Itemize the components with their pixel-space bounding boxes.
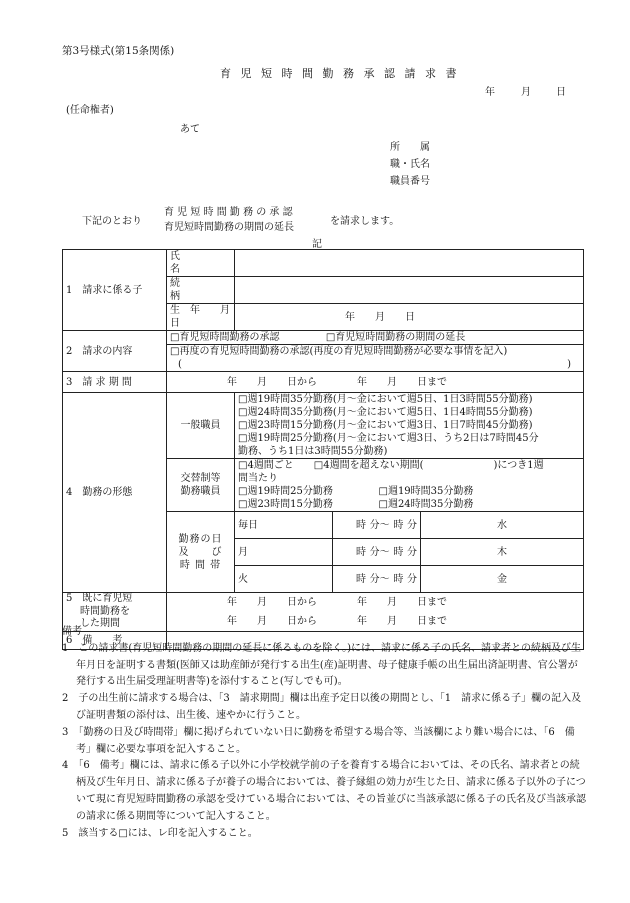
paren-open: ( [178, 359, 182, 370]
page-title: 育 児 短 時 間 勤 務 承 認 請 求 書 [220, 67, 460, 80]
child-name-label: 氏 名 [167, 250, 235, 277]
schedule-label-2: 及 び [178, 546, 223, 558]
existing-label-1: 5 既に育児短 [66, 593, 133, 605]
time-unit-label: 分～ [369, 519, 390, 531]
date-year: 年 [485, 87, 495, 98]
schedule-day-mon: 月 [235, 539, 333, 566]
shift-period-line[interactable]: □4週間ごと □4週間を超えない期間( )につき1週 [235, 459, 584, 473]
schedule-day-tue: 火 [235, 566, 333, 593]
form-id: 第3号様式(第15条関係) [62, 45, 175, 57]
child-relation-label: 続 柄 [167, 277, 235, 304]
shift-option-1[interactable]: □週19時間25分勤務 [235, 485, 376, 498]
existing-period-2[interactable]: 年 月 日から 年 月 日まで [167, 612, 584, 632]
content-reapproval-checkbox[interactable]: □再度の育児短時間勤務の承認(再度の育児短時間勤務が必要な事情を記入) [167, 345, 584, 359]
content-options-row [167, 331, 584, 345]
child-section-label: 1 請求に係る子 [63, 250, 167, 331]
time-unit-label: 時 [393, 573, 404, 585]
shift-label-2: 勤務職員 [180, 486, 221, 497]
period-field[interactable]: 年 月 日から 年 月 日まで [167, 372, 584, 393]
schedule-day-daily: 毎日 [235, 512, 333, 539]
time-unit-label: 分～ [369, 573, 390, 585]
time-unit-label: 時 [356, 573, 366, 585]
content-reason-field[interactable] [167, 358, 584, 372]
child-birth-label: 生 年 月 日 [167, 304, 235, 331]
request-prefix: 下記のとおり [82, 216, 142, 227]
name-label: 職・氏名 [390, 159, 430, 170]
schedule-day-wed: 水 [421, 512, 584, 539]
remarks-section-label: 6 備 考 [63, 632, 167, 650]
child-birth-field[interactable]: 年 月 日 [235, 304, 584, 331]
existing-label-2: 時間勤務を [80, 605, 130, 617]
child-relation-field[interactable] [235, 277, 584, 304]
period-section-label: 3 請 求 期 間 [63, 372, 167, 393]
existing-period-1[interactable]: 年 月 日から 年 月 日まで [167, 593, 584, 613]
time-unit-label: 時 [393, 519, 404, 531]
time-unit-label: 分 [406, 519, 417, 531]
date-month: 月 [521, 87, 531, 98]
content-extension-checkbox[interactable]: □育児短時間勤務の期間の延長 [325, 332, 466, 343]
paren-close: ) [567, 359, 572, 370]
shift-option-4[interactable]: □週24時間35分勤務 [376, 498, 584, 512]
notes-heading: 備考 [62, 626, 82, 637]
shift-period-line-cont: 間当たり [235, 472, 584, 485]
schedule-day-fri: 金 [421, 566, 584, 593]
request-suffix: を請求します。 [330, 216, 400, 227]
time-unit-label: 時 [356, 519, 366, 531]
schedule-time-mon[interactable] [333, 539, 421, 566]
schedule-label-1: 勤務の日 [178, 533, 223, 545]
request-option-approval: 育 児 短 時 間 勤 務 の 承 認 [164, 207, 293, 218]
notes-section [62, 624, 586, 842]
addressee-label: あて [180, 124, 200, 135]
general-option-4-cont: 勤務、うち1日は3時間55分勤務) [235, 445, 584, 459]
time-unit-label: 時 [393, 546, 404, 558]
general-staff-label: 一般職員 [167, 393, 235, 459]
note-4: 4 「6 備考」欄には、請求に係る子以外に小学校就学前の子を養育する場合においては、その氏名、請求者との続柄及び生年月日、請求に係る子が養子の場合においては、養子縁組の効力が生じた日、請求に係る子以外の子について現に育児短時間勤務の承認を受けている場合においては、その旨並びに当該承認に係る子の氏名及び当該承認の請求に係る期間等について記入すること。 [62, 760, 586, 822]
request-option-extension: 育児短時間勤務の期間の延長 [164, 222, 294, 233]
general-option-3[interactable]: □週23時間15分勤務(月～金において週3日、1日7時間45分勤務) [235, 419, 584, 432]
existing-label-3: した期間 [80, 618, 120, 630]
date-day: 日 [556, 87, 566, 98]
shift-option-2[interactable]: □週19時間35分勤務 [376, 485, 584, 498]
shift-label-1: 交替制等 [180, 473, 221, 484]
time-unit-label: 時 [356, 546, 366, 558]
note-3: 3 「勤務の日及び時間帯」欄に掲げられていない日に勤務を希望する場合等、当該欄により難い場合には、「6 備考」欄に必要な事項を記入すること。 [62, 726, 575, 755]
affiliation-label: 所 属 [390, 142, 430, 153]
form-section-label: 4 勤務の形態 [63, 393, 167, 593]
shift-option-3[interactable]: □週23時間15分勤務 [235, 498, 376, 512]
schedule-time-daily[interactable] [333, 512, 421, 539]
general-option-1[interactable]: □週19時間35分勤務(月～金において週5日、1日3時間55分勤務) [235, 393, 584, 407]
schedule-time-tue[interactable] [333, 566, 421, 593]
note-1: 1 この請求書(育児短時間勤務の期間の延長に係るものを除く。)には、請求に係る子の氏名、請求者との続柄及び生年月日を証明する書類(医師又は助産師が発行する出生(産)証明書、母子健康手帳の出生届出済証明書、官公署が発行する出生届受理証明書等)を添付すること(写しでも可)。 [62, 642, 581, 688]
content-section-label: 2 請求の内容 [63, 331, 167, 372]
appointer-label: (任命権者) [66, 105, 114, 116]
child-name-field[interactable] [235, 250, 584, 277]
time-unit-label: 分 [406, 546, 417, 558]
note-5: 5 該当する□には、レ印を記入すること。 [62, 827, 258, 839]
shift-staff-label [167, 459, 235, 512]
content-approval-checkbox[interactable]: □育児短時間勤務の承認 [170, 332, 280, 343]
ki-heading: 記 [312, 239, 322, 250]
time-unit-label: 分～ [369, 546, 390, 558]
request-form-table [62, 249, 584, 650]
note-2: 2 子の出生前に請求する場合は、「3 請求期間」欄は出産予定日以後の期間とし、「1 請求に係る子」欄の記入及び証明書類の添付は、出生後、速やかに行うこと。 [62, 693, 582, 721]
general-option-4[interactable]: □週19時間25分勤務(月～金において週3日、うち2日は7時間45分 [235, 432, 584, 445]
employee-number-label: 職員番号 [390, 176, 430, 187]
schedule-label-3: 時 間 帯 [179, 559, 222, 571]
time-unit-label: 分 [406, 573, 417, 585]
general-option-2[interactable]: □週24時間35分勤務(月～金において週5日、1日4時間55分勤務) [235, 406, 584, 419]
schedule-label [167, 512, 235, 593]
schedule-day-thu: 木 [421, 539, 584, 566]
